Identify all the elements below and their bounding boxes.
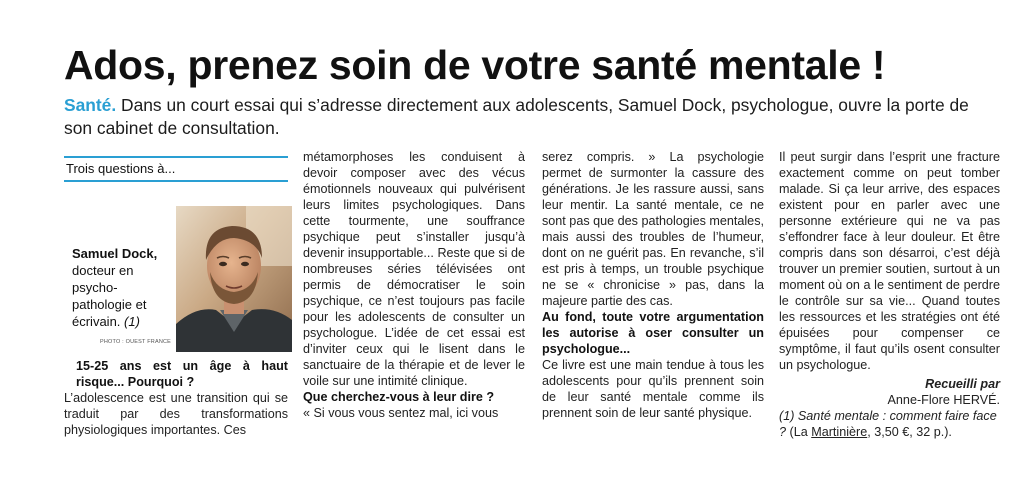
column-1-text: L’adolescence est une transition qui se traduit par des transformations physiologiques importantes. Ces bbox=[64, 391, 288, 437]
column-3-text: serez compris. » La psychologie permet de surmonter la cassure des générations. Je les rassure aussi, sans leur mentir. La santé mentale, ce ne sont pas que des pathologies mentales, mais aussi des troubles de l’humeur, dont on ne guérit pas. En revanche, s’il est pris à temps, un trouble psychique ne se « chronicise » pas, dans la majeure partie des cas. bbox=[542, 150, 764, 308]
rubric-label: Santé. bbox=[64, 95, 117, 115]
footnote bbox=[779, 408, 1000, 440]
column-2-text-after: « Si vous vous sentez mal, ici vous bbox=[303, 406, 499, 420]
question-3: Au fond, toute votre argumentation les autorise à oser consulter un psychologue... bbox=[542, 310, 764, 356]
interviewee-byline bbox=[72, 245, 168, 330]
signoff-author: Anne-Flore HERVÉ. bbox=[887, 393, 1000, 407]
question-2: Que cherchez-vous à leur dire ? bbox=[303, 390, 495, 404]
footnote-open: (La bbox=[786, 425, 812, 439]
column-4-text: Il peut surgir dans l’esprit une fracture exactement comme on peut tomber malade. Si ça leur arrive, des espaces existent pour en parler avec une personne extérieure qui ne va pas s’effondrer face à leur douleur. Et être compris dans son désarroi, c’est déjà trouver un premier soutien, surtout à un moment où on a le sentiment de perdre le contrôle sur sa vie... Quand toutes les ressources et les stratégies ont été épuisées pour compenser ce symptôme, il faut qu’ils osent consulter un psychologue. bbox=[779, 150, 1000, 372]
column-3 bbox=[542, 149, 764, 421]
signoff-collected: Recueilli par bbox=[925, 377, 1000, 391]
lede-text: Dans un court essai qui s’adresse directement aux adolescents, Samuel Dock, psychologue, ouvre la porte de son cabinet de consultation. bbox=[64, 95, 969, 138]
column-2-text: métamorphoses les conduisent à devoir composer avec des vécus émotionnels nouveaux qui pulvérisent leurs limites psychologiques. Dans cette tourmente, une souffrance psychique peut s’installer jusqu’à devenir insupportable... Reste que si de nombreuses séries télévisées ont permis de démocratiser le soin psychique, ce n’est toujours pas facile pour les adolescents de consulter un psychologue. L’idée de cet essai est d’inviter ceux qui le lisent dans le sanctuaire de la thérapie et de lever le voile sur une intimité clinique. bbox=[303, 150, 525, 388]
footnote-number: (1) bbox=[779, 409, 795, 423]
column-2 bbox=[303, 149, 525, 421]
column-3-text-after: Ce livre est une main tendue à tous les adolescents pour qu’ils prennent soin de leur santé mentale comme ils prennent soin de leur santé physique. bbox=[542, 358, 764, 420]
photo-credit: PHOTO : OUEST FRANCE bbox=[100, 339, 172, 345]
footnote-publisher: Martinière bbox=[811, 425, 868, 439]
article-title: Ados, prenez soin de votre santé mentale ! bbox=[64, 42, 886, 88]
question-1: 15-25 ans est un âge à haut risque... Pourquoi ? bbox=[76, 359, 288, 389]
column-4 bbox=[779, 149, 1000, 440]
portrait-block bbox=[64, 184, 288, 358]
portrait-photo bbox=[176, 206, 292, 352]
interviewee-role: docteur en psycho-pathologie et écrivain. bbox=[72, 263, 147, 329]
signoff bbox=[779, 376, 1000, 408]
column-1 bbox=[64, 156, 288, 438]
interviewee-name: Samuel Dock, bbox=[72, 246, 158, 261]
interview-box-heading: Trois questions à... bbox=[64, 156, 288, 182]
article-lede bbox=[64, 94, 994, 140]
footnote-book-title: Santé mentale : comment faire face ? bbox=[779, 409, 997, 439]
footnote-details: , 3,50 €, 32 p.). bbox=[867, 425, 952, 439]
interviewee-note: (1) bbox=[124, 314, 140, 329]
